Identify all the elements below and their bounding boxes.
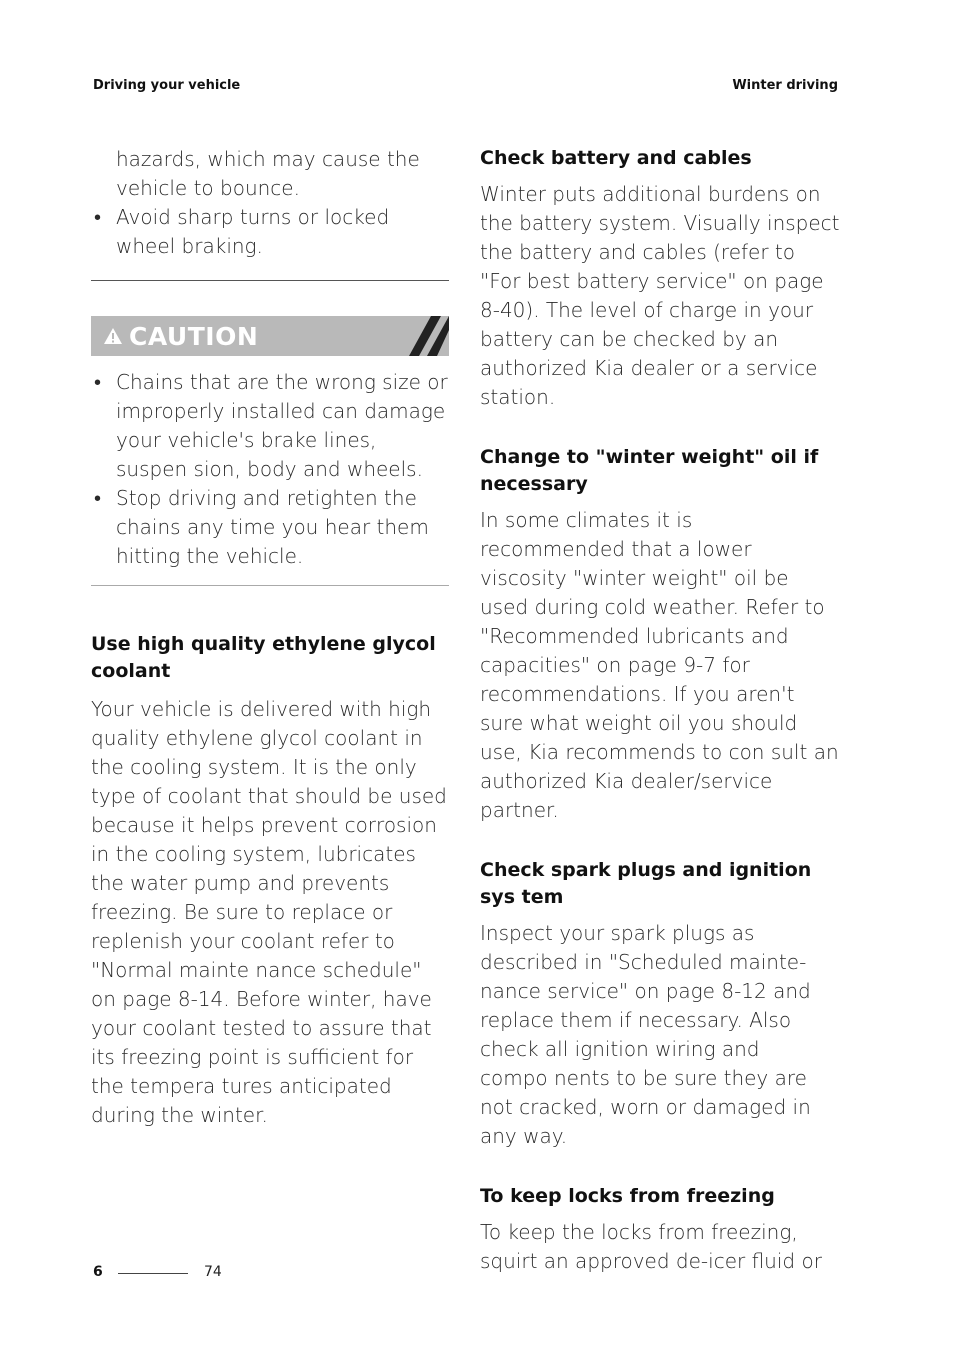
continued-bullet-text: hazards, which may cause the vehicle to bounce.: [116, 147, 420, 200]
section-text: Winter puts additional burdens on the battery system. Visually inspect the battery and cables (refer to "For best battery service" on page 8-40). The level of charge in your battery can be checked by an authorized Kia dealer or a service station.: [480, 182, 840, 409]
warning-triangle-icon: [103, 326, 123, 346]
list-item: [91, 203, 449, 261]
list-item-text: Avoid sharp turns or locked wheel braking.: [116, 205, 390, 258]
section-heading: Use high quality ethylene glycol coolant: [91, 633, 436, 682]
header-section-title: Driving your vehicle: [93, 78, 241, 93]
section-heading: Check battery and cables: [480, 147, 752, 169]
chapter-number: 6: [93, 1264, 103, 1280]
right-column: [480, 145, 840, 1276]
bullet-icon: •: [94, 370, 102, 394]
section-heading: To keep locks from freezing: [480, 1185, 775, 1207]
header-topic-title: Winter driving: [732, 78, 838, 93]
section-text: To keep the locks from freezing, squirt an approved de-icer fluid or: [480, 1220, 822, 1273]
divider: [91, 585, 449, 586]
bullet-icon: •: [94, 205, 102, 229]
divider: [91, 280, 449, 281]
footer-divider: [118, 1273, 188, 1274]
section-heading: Check spark plugs and ignition sys tem: [480, 859, 812, 908]
section-text: In some climates it is recommended that a lower viscosity "winter weight" oil be used during cold weather. Refer to "Recommended lubricants and capacities" on page 9-7 for recommendations. If you aren't sure what weight oil you should use, Kia recommends to con sult an authorized Kia dealer/service partner.: [480, 508, 839, 822]
caution-banner: [91, 316, 449, 356]
list-item: [91, 368, 449, 484]
list-item-text: Stop driving and retighten the chains any time you hear them hitting the vehicle.: [116, 486, 429, 568]
left-column: [91, 145, 449, 1130]
bullet-icon: •: [94, 486, 102, 510]
section-text: Your vehicle is delivered with high quality ethylene glycol coolant in the cooling system. It is the only type of coolant that should be used because it helps prevent corrosion in the cooling system, lubricates the water pump and prevents freezing. Be sure to replace or replenish your coolant refer to "Normal mainte nance schedule" on page 8-14. Before winter, have your coolant tested to assure that its freezing point is sufficient for the tempera tures anticipated during the winter.: [91, 697, 447, 1127]
section-heading: Change to "winter weight" oil if necessary: [480, 446, 819, 495]
list-item: [91, 484, 449, 571]
caution-label: CAUTION: [129, 321, 259, 351]
hazard-stripes-icon: [409, 316, 449, 356]
list-item-text: Chains that are the wrong size or improperly installed can damage your vehicle's brake lines, suspen sion, body and wheels.: [116, 370, 448, 481]
page-number: 74: [204, 1264, 222, 1280]
section-text: Inspect your spark plugs as described in "Scheduled mainte nance service" on page 8-12 and replace them if necessary. Also check all ignition wiring and compo nents to be sure they are not cracked, worn or damaged in any way.: [480, 921, 811, 1148]
